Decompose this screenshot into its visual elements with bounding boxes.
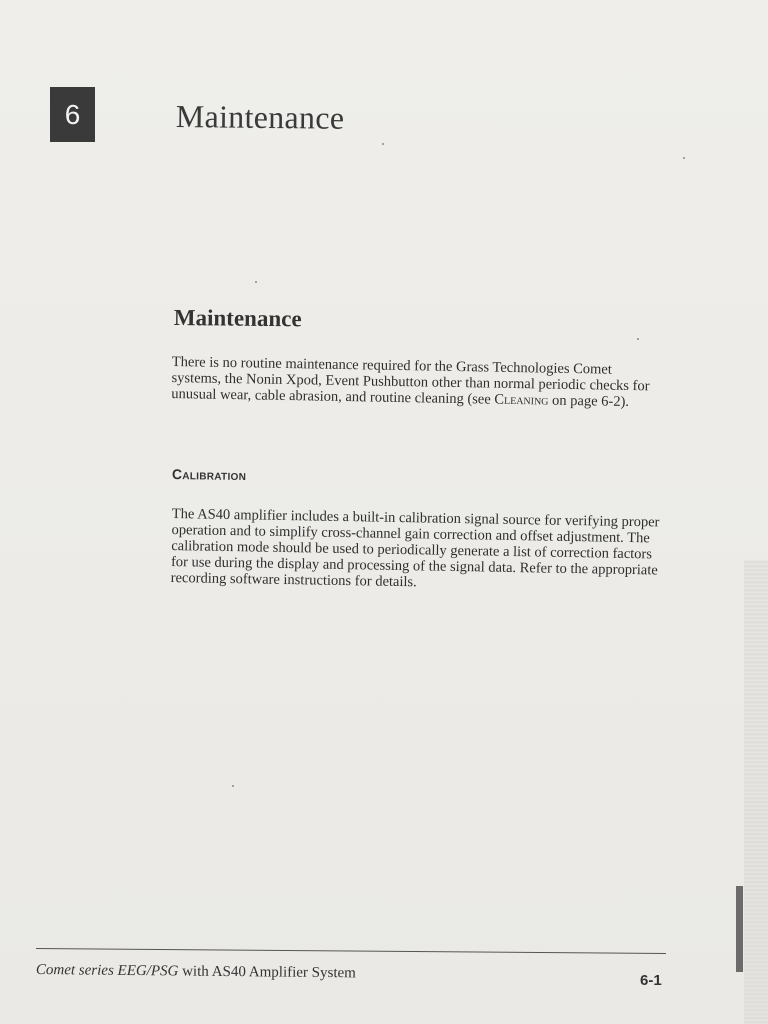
calibration-paragraph: The AS40 amplifier includes a built-in calibration signal source for verifying proper operation and to simplify cross-channel gain correction and offset adjustment. The calibration mode should be used to periodically generate a list of correction factors for use during the display and processing of the signal data. Refer to the appropriate recording software instructions for details. [170,506,660,591]
chapter-title: Maintenance [175,98,345,136]
footer-series-name: Comet series EEG/PSG [35,962,179,980]
maintenance-text-end: on page 6-2). [548,392,630,410]
scan-edge-texture [744,560,768,1024]
maintenance-paragraph [171,354,662,411]
footer-page-number: 6-1 [640,972,662,989]
scan-edge-mark [736,886,743,972]
scan-speck [255,281,257,283]
maintenance-text-start: There is no routine maintenance required for the Grass Technologies Comet systems, the Nonin Xpod, Event Pushbutton other than normal periodic checks for unusual wear, cable abrasion, and routine cleaning (see [171,354,650,408]
footer-document-title [36,962,356,982]
scan-speck [683,157,685,159]
calibration-heading: Calibration [171,466,247,484]
scan-speck [382,143,384,145]
scan-speck [232,785,234,787]
chapter-number-badge: 6 [50,87,95,142]
footer-system-name: with AS40 Amplifier System [178,963,356,982]
section-heading: Maintenance [173,305,302,332]
footer-rule [36,948,666,954]
cross-reference-cleaning: Cleaning [494,391,549,409]
scan-speck [637,338,639,340]
